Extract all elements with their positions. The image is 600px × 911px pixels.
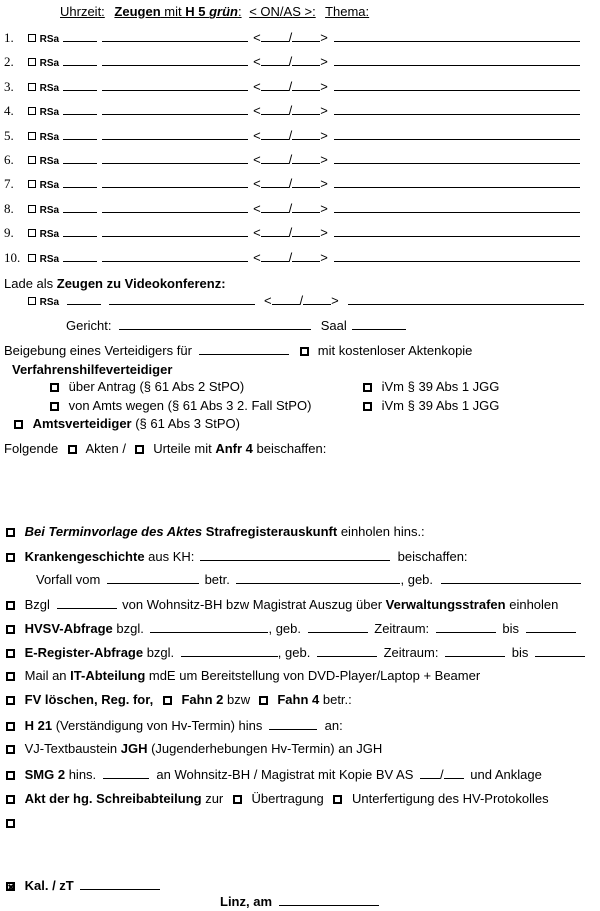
gt-glyph: > <box>320 78 328 94</box>
video-on-field[interactable] <box>272 292 300 305</box>
gt-glyph: > <box>320 54 328 70</box>
rsa-checkbox[interactable] <box>28 58 36 66</box>
eregister-to-field[interactable] <box>535 644 585 657</box>
rsa-label: RSa <box>39 82 60 94</box>
witness-name-field[interactable] <box>102 249 248 262</box>
gt-glyph: > <box>320 200 328 216</box>
smg-mid-label: an Wohnsitz-BH / Magistrat mit Kopie BV AS <box>156 767 414 782</box>
gt-glyph: > <box>320 30 328 45</box>
folgende-row <box>4 441 326 457</box>
video-as-field[interactable] <box>303 292 331 305</box>
rsa-label: RSa <box>39 34 60 45</box>
hvsv-geb-field[interactable] <box>308 620 368 633</box>
eregister-row <box>6 644 585 661</box>
hvsv-row <box>6 620 576 637</box>
as-field[interactable] <box>292 78 320 91</box>
witness-name-field[interactable] <box>102 127 248 140</box>
hvsv-from-field[interactable] <box>436 620 496 633</box>
urteile-checkbox[interactable] <box>135 445 144 454</box>
smg-end-label: und Anklage <box>470 767 542 782</box>
video-row <box>28 292 584 311</box>
hvsv-bis-label: bis <box>502 621 520 636</box>
eregister-checkbox[interactable] <box>6 649 15 658</box>
lt-glyph: < <box>253 225 261 241</box>
fv-checkbox[interactable] <box>6 696 15 705</box>
ivm1-label: iVm § 39 Abs 1 JGG <box>381 379 500 394</box>
vorfall-row <box>36 571 581 588</box>
on-field[interactable] <box>261 53 289 66</box>
vorfall-label: Vorfall vom <box>36 572 101 587</box>
column-header <box>60 4 375 20</box>
bzgl-label: Bzgl <box>24 597 50 612</box>
schreibabteilung-row <box>6 791 549 807</box>
thema-field[interactable] <box>334 53 580 66</box>
amts-wegen-checkbox[interactable] <box>50 402 59 411</box>
smg-slash: / <box>440 767 444 782</box>
antrag-checkbox[interactable] <box>50 383 59 392</box>
as-field[interactable] <box>292 53 320 66</box>
uebertragung-checkbox[interactable] <box>233 795 242 804</box>
fv-row <box>6 692 352 708</box>
uebertragung-label: Übertragung <box>251 791 324 806</box>
schreibabteilung-label: Akt der hg. Schreibabteilung zur <box>24 791 224 806</box>
slash-glyph: / <box>288 225 293 241</box>
witness-name-field[interactable] <box>102 175 248 188</box>
fahn2-checkbox[interactable] <box>163 696 172 705</box>
schreibabteilung-checkbox[interactable] <box>6 795 15 804</box>
thema-field[interactable] <box>334 151 580 164</box>
amtsverteidiger-row <box>14 416 240 432</box>
witness-row <box>4 200 580 219</box>
ivm2-row <box>363 398 499 414</box>
amts-wegen-label: von Amts wegen (§ 61 Abs 3 2. Fall StPO) <box>68 398 312 413</box>
on-field[interactable] <box>261 175 289 188</box>
rsa-checkbox[interactable] <box>28 180 36 188</box>
time-field[interactable] <box>63 29 97 42</box>
slash-glyph: / <box>288 103 293 119</box>
rsa-label: RSa <box>39 229 60 241</box>
row-number: 3. <box>4 78 14 94</box>
row-number: 8. <box>4 200 14 216</box>
lt-glyph: < <box>253 176 261 192</box>
fahn4-label: Fahn 4 betr.: <box>277 692 352 707</box>
time-field[interactable] <box>63 53 97 66</box>
ivm2-label: iVm § 39 Abs 1 JGG <box>381 398 500 413</box>
rsa-label: RSa <box>39 180 60 192</box>
kal-row <box>6 877 160 894</box>
time-field[interactable] <box>63 175 97 188</box>
linz-label: Linz, am <box>220 894 273 909</box>
geb-label: , geb. <box>400 572 434 587</box>
gt-glyph: > <box>331 293 339 308</box>
kh-end-label: beischaffen: <box>397 549 468 564</box>
smg-label: SMG 2 hins. <box>24 767 97 782</box>
lt-glyph: < <box>253 249 261 265</box>
time-field[interactable] <box>63 249 97 262</box>
h21-end-label: an: <box>324 718 343 733</box>
witness-name-field[interactable] <box>102 151 248 164</box>
as-field[interactable] <box>292 29 320 42</box>
krankengeschichte-checkbox[interactable] <box>6 553 15 562</box>
lt-glyph: < <box>253 30 261 45</box>
lt-glyph: < <box>253 78 261 94</box>
video-thema-field[interactable] <box>348 292 584 305</box>
rsa-label: RSa <box>39 131 60 143</box>
aktenkopie-label: mit kostenloser Aktenkopie <box>317 343 473 358</box>
witness-row <box>4 224 580 243</box>
rsa-label: RSa <box>39 107 60 119</box>
amtsverteidiger-checkbox[interactable] <box>14 420 23 429</box>
row-number: 7. <box>4 176 14 192</box>
slash-glyph: / <box>299 293 304 308</box>
hvsv-label: HVSV-Abfrage bzgl. <box>24 621 144 636</box>
verwaltungsstrafen-row <box>6 596 558 613</box>
akten-label: Akten / <box>85 441 126 456</box>
lt-glyph: < <box>253 152 261 167</box>
lt-glyph: < <box>253 103 261 119</box>
empty-task-checkbox[interactable] <box>6 819 15 828</box>
as-field[interactable] <box>292 151 320 164</box>
slash-glyph: / <box>288 200 293 216</box>
as-field[interactable] <box>292 224 320 237</box>
empty-task-row <box>6 815 15 831</box>
header-uhrzeit: Uhrzeit: <box>60 4 105 19</box>
amts-wegen-row <box>50 398 311 414</box>
rsa-label: RSa <box>39 204 60 216</box>
gt-glyph: > <box>320 249 328 265</box>
eregister-name-field[interactable] <box>181 644 278 657</box>
gericht-row <box>66 317 406 334</box>
smg-as-field-2[interactable] <box>444 766 464 779</box>
eregister-geb-label: , geb. <box>277 645 311 660</box>
folgende-label: Folgende <box>4 441 59 456</box>
hvsv-geb-label: , geb. <box>268 621 301 636</box>
eregister-geb-field[interactable] <box>317 644 377 657</box>
betr-field[interactable] <box>236 571 400 584</box>
smg-checkbox[interactable] <box>6 771 15 780</box>
video-heading: Lade als Zeugen zu Videokonferenz: <box>4 276 226 291</box>
witness-name-field[interactable] <box>102 102 248 115</box>
time-field[interactable] <box>63 200 97 213</box>
amtsverteidiger-ref: (§ 61 Abs 3 StPO) <box>131 416 240 431</box>
gt-glyph: > <box>320 176 328 192</box>
ivm1-checkbox[interactable] <box>363 383 372 392</box>
rsa-checkbox[interactable] <box>28 156 36 164</box>
antrag-label: über Antrag (§ 61 Abs 2 StPO) <box>68 379 245 394</box>
eregister-label: E-Register-Abfrage bzgl. <box>24 645 175 660</box>
kal-checkbox-checked[interactable] <box>6 882 15 891</box>
h21-field[interactable] <box>269 717 317 730</box>
hvsv-checkbox[interactable] <box>6 625 15 634</box>
kal-label: Kal. / zT <box>24 878 74 893</box>
rsa-checkbox[interactable] <box>28 83 36 91</box>
aktenkopie-checkbox[interactable] <box>300 347 309 356</box>
on-field[interactable] <box>261 200 289 213</box>
gericht-field[interactable] <box>119 317 311 330</box>
fv-label: FV löschen, Reg. for, <box>24 692 154 707</box>
smg-row <box>6 766 542 783</box>
row-number: 2. <box>4 54 14 70</box>
witness-row <box>4 249 580 268</box>
verwaltungsstrafen-label: von Wohnsitz-BH bzw Magistrat Auszug über Verwaltungsstrafen einholen <box>122 597 559 612</box>
geb-field[interactable] <box>441 571 581 584</box>
rsa-checkbox[interactable] <box>28 229 36 237</box>
eregister-bis-label: bis <box>511 645 529 660</box>
jgh-row <box>6 741 382 757</box>
kh-field[interactable] <box>200 548 390 561</box>
gt-glyph: > <box>320 103 328 119</box>
witness-row <box>4 53 580 72</box>
on-field[interactable] <box>261 151 289 164</box>
h21-checkbox[interactable] <box>6 722 15 731</box>
amtsverteidiger-label: Amtsverteidiger <box>32 416 132 431</box>
slash-glyph: / <box>288 30 293 45</box>
time-field[interactable] <box>63 78 97 91</box>
on-field[interactable] <box>261 127 289 140</box>
rsa-checkbox[interactable] <box>28 107 36 115</box>
rsa-label: RSa <box>39 156 60 167</box>
slash-glyph: / <box>288 78 293 94</box>
smg-as-field-1[interactable] <box>420 766 440 779</box>
antrag-row <box>50 379 244 395</box>
kal-field[interactable] <box>80 877 160 890</box>
witness-name-field[interactable] <box>102 224 248 237</box>
rsa-checkbox[interactable] <box>28 205 36 213</box>
thema-field[interactable] <box>334 175 580 188</box>
time-field[interactable] <box>63 127 97 140</box>
beigebung-field[interactable] <box>199 342 289 355</box>
as-field[interactable] <box>292 200 320 213</box>
rsa-checkbox[interactable] <box>28 34 36 42</box>
rsa-label: RSa <box>39 253 60 265</box>
witness-name-field[interactable] <box>102 200 248 213</box>
beigebung-label: Beigebung eines Verteidigers für <box>4 343 192 358</box>
slash-glyph: / <box>288 152 293 167</box>
on-field[interactable] <box>261 224 289 237</box>
time-field[interactable] <box>63 102 97 115</box>
gericht-label: Gericht: <box>66 318 112 333</box>
jgh-checkbox[interactable] <box>6 745 15 754</box>
hvsv-name-field[interactable] <box>150 620 268 633</box>
lt-glyph: < <box>253 127 261 143</box>
video-time-field[interactable] <box>67 292 101 305</box>
thema-field[interactable] <box>334 29 580 42</box>
linz-row <box>220 893 379 910</box>
verwaltungsstrafen-checkbox[interactable] <box>6 601 15 610</box>
jgh-label: VJ-Textbaustein JGH (Jugenderhebungen Hv-Termin) an JGH <box>24 741 383 756</box>
witness-row <box>4 175 580 194</box>
lt-glyph: < <box>263 293 272 308</box>
time-field[interactable] <box>63 224 97 237</box>
krankengeschichte-label: Krankengeschichte aus KH: <box>24 549 195 564</box>
thema-field[interactable] <box>334 200 580 213</box>
rsa-checkbox[interactable] <box>28 254 36 262</box>
betr-label: betr. <box>204 572 230 587</box>
smg-field[interactable] <box>103 766 149 779</box>
header-thema: Thema: <box>325 4 370 19</box>
row-number: 1. <box>4 30 14 45</box>
witness-row <box>4 127 580 146</box>
it-mail-row <box>6 668 480 684</box>
as-field[interactable] <box>292 102 320 115</box>
eregister-from-field[interactable] <box>445 644 505 657</box>
thema-field[interactable] <box>334 78 580 91</box>
vorfall-field[interactable] <box>107 571 199 584</box>
krankengeschichte-row <box>6 548 468 565</box>
thema-field[interactable] <box>334 249 580 262</box>
slash-glyph: / <box>288 249 293 265</box>
ivm1-row <box>363 379 499 395</box>
urteile-label: Urteile mit Anfr 4 beischaffen: <box>153 441 327 456</box>
header-zeugen: Zeugen mit H 5 grün: <box>114 4 242 19</box>
date-field[interactable] <box>279 893 379 906</box>
witness-name-field[interactable] <box>102 78 248 91</box>
witness-row <box>4 29 580 48</box>
lt-glyph: < <box>253 54 261 70</box>
row-number: 4. <box>4 103 14 119</box>
witness-name-field[interactable] <box>102 29 248 42</box>
bzgl-field[interactable] <box>57 596 117 609</box>
on-field[interactable] <box>261 78 289 91</box>
thema-field[interactable] <box>334 102 580 115</box>
video-rsa-label: RSa <box>39 297 60 308</box>
witness-row <box>4 102 580 121</box>
thema-field[interactable] <box>334 224 580 237</box>
saal-field[interactable] <box>352 317 406 330</box>
beigebung-row <box>4 342 472 359</box>
slash-glyph: / <box>288 54 293 70</box>
row-number: 6. <box>4 152 14 167</box>
thema-field[interactable] <box>334 127 580 140</box>
hvsv-to-field[interactable] <box>526 620 576 633</box>
row-number: 10. <box>4 249 21 265</box>
fahn2-label: Fahn 2 bzw <box>181 692 251 707</box>
video-rsa-checkbox[interactable] <box>28 297 36 305</box>
video-name-field[interactable] <box>109 292 255 305</box>
slash-glyph: / <box>288 127 293 143</box>
as-field[interactable] <box>292 127 320 140</box>
gt-glyph: > <box>320 152 328 167</box>
strafregister-checkbox[interactable] <box>6 528 15 537</box>
strafregister-label: Bei Terminvorlage des Aktes Strafregisterauskunft einholen hins.: <box>24 524 425 539</box>
hvsv-zeitraum-label: Zeitraum: <box>374 621 430 636</box>
saal-label: Saal <box>320 318 347 333</box>
on-field[interactable] <box>261 29 289 42</box>
witness-row <box>4 78 580 97</box>
as-field[interactable] <box>292 175 320 188</box>
as-field[interactable] <box>292 249 320 262</box>
unterfertigung-label: Unterfertigung des HV-Protokolles <box>352 791 549 806</box>
h21-row <box>6 717 343 734</box>
akten-checkbox[interactable] <box>68 445 77 454</box>
it-mail-checkbox[interactable] <box>6 672 15 681</box>
on-field[interactable] <box>261 249 289 262</box>
rsa-checkbox[interactable] <box>28 132 36 140</box>
unterfertigung-checkbox[interactable] <box>333 795 342 804</box>
witness-row <box>4 151 580 170</box>
rsa-label: RSa <box>39 58 60 70</box>
fahn4-checkbox[interactable] <box>259 696 268 705</box>
row-number: 9. <box>4 225 14 241</box>
row-number: 5. <box>4 127 14 143</box>
it-mail-label: Mail an IT-Abteilung mdE um Bereitstellung von DVD-Player/Laptop + Beamer <box>24 668 481 683</box>
witness-name-field[interactable] <box>102 53 248 66</box>
slash-glyph: / <box>288 176 293 192</box>
header-on-as: < ON/AS >: <box>249 4 316 19</box>
gt-glyph: > <box>320 127 328 143</box>
vh-title: Verfahrenshilfeverteidiger <box>12 362 173 377</box>
lt-glyph: < <box>253 200 261 216</box>
ivm2-checkbox[interactable] <box>363 402 372 411</box>
h21-label: H 21 (Verständigung von Hv-Termin) hins <box>24 718 263 733</box>
on-field[interactable] <box>261 102 289 115</box>
eregister-zeitraum-label: Zeitraum: <box>383 645 439 660</box>
strafregister-row <box>6 524 425 540</box>
time-field[interactable] <box>63 151 97 164</box>
gt-glyph: > <box>320 225 328 241</box>
